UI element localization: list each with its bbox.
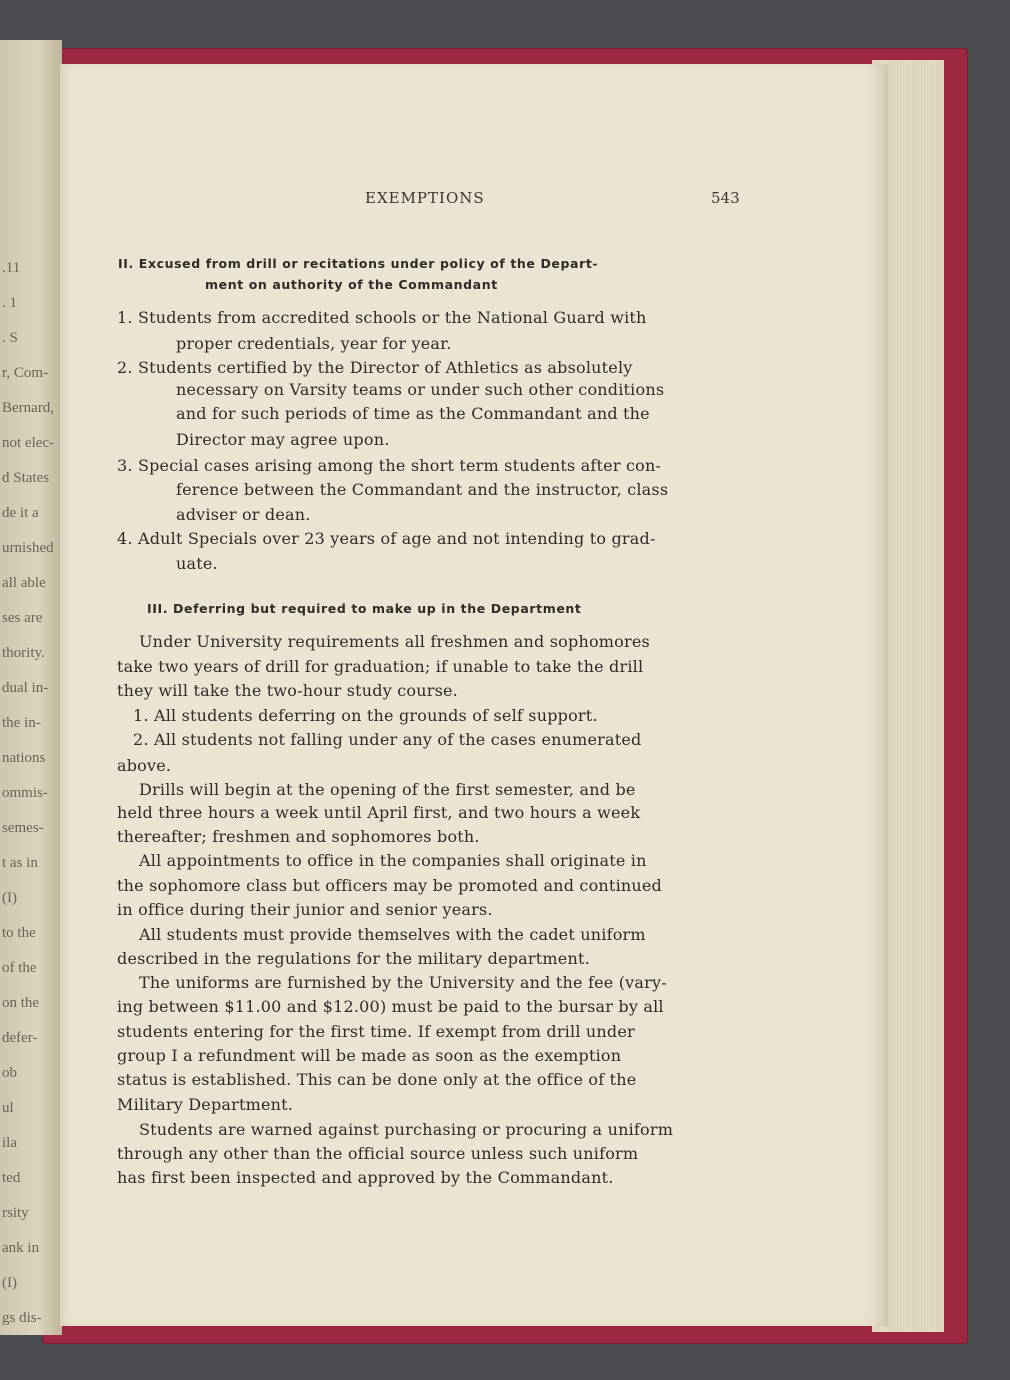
left-page-fragment: (I) [2,1275,17,1291]
left-page-fragment: (I) [2,890,17,906]
text-line: Students are warned against purchasing or procuring a uniform [139,1120,674,1139]
text-line: thereafter; freshmen and sophomores both. [117,827,480,846]
running-head: EXEMPTIONS [365,189,485,207]
text-line: group I a refundment will be made as soon as the exemption [117,1046,622,1065]
text-line: 1. All students deferring on the grounds of self support. [133,706,598,725]
left-page-fragment: not elec- [2,435,55,451]
text-line: described in the regulations for the military department. [117,949,590,968]
left-page-fragment: .11 [2,260,21,276]
left-page-fragment: semes- [2,820,44,836]
text-line: 4. Adult Specials over 23 years of age and not intending to grad- [117,529,656,548]
left-page-fragment: t as in [2,855,38,871]
text-line: has first been inspected and approved by the Commandant. [117,1168,614,1187]
text-line: held three hours a week until April first, and two hours a week [117,803,641,822]
text-line: through any other than the official source unless such uniform [117,1144,639,1163]
text-line: 2. Students certified by the Director of Athletics as absolutely [117,358,633,377]
left-page-fragment: ommis- [2,785,48,801]
left-page-fragment: of the [2,960,37,976]
left-page-fragment: all able [2,575,46,591]
text-line: necessary on Varsity teams or under such other conditions [176,380,665,399]
text-line: the sophomore class but officers may be promoted and continued [117,876,663,895]
text-line: The uniforms are furnished by the University and the fee (vary- [139,973,667,992]
left-page-fragment: nations [2,750,46,766]
text-line: ference between the Commandant and the instructor, class [176,480,669,499]
text-line: Under University requirements all freshmen and sophomores [139,632,650,651]
text-line: 2. All students not falling under any of the cases enumerated [133,730,642,749]
page-number: 543 [711,189,740,207]
left-page-fragment: defer- [2,1030,38,1046]
text-line: status is established. This can be done only at the office of the [117,1070,637,1089]
left-page-fragment: ila [2,1135,17,1151]
text-line: ing between $11.00 and $12.00) must be paid to the bursar by all [117,997,664,1016]
left-page-fragment: gs dis- [2,1310,42,1326]
left-page-fragment: ank in [2,1240,40,1256]
text-line: Military Department. [117,1095,294,1114]
left-page-fragment: d States [2,470,50,486]
left-page-fragment: . S [2,330,18,346]
text-line: All appointments to office in the companies shall originate in [139,851,647,870]
text-line: they will take the two-hour study course. [117,681,458,700]
section-heading: III. Deferring but required to make up in the Department [147,601,582,616]
text-line: proper credentials, year for year. [176,334,452,353]
text-line: above. [117,756,172,775]
left-page-fragment: ul [2,1100,14,1116]
text-line: in office during their junior and senior years. [117,900,493,919]
left-page-fragment: r, Com- [2,365,49,381]
left-page-fragment: dual in- [2,680,49,696]
text-line: All students must provide themselves with the cadet uniform [139,925,646,944]
text-line: 1. Students from accredited schools or the National Guard with [117,308,647,327]
left-page-fragment: ob [2,1065,17,1081]
section-heading: II. Excused from drill or recitations under policy of the Depart- [118,256,599,271]
left-page-fragment: de it a [2,505,39,521]
left-page-fragment: thority. [2,645,45,661]
text-line: and for such periods of time as the Commandant and the [176,404,650,423]
left-page-fragment: to the [2,925,36,941]
left-page-fragment: ses are [2,610,43,626]
left-page-edge [0,40,62,1335]
section-heading: ment on authority of the Commandant [205,277,498,292]
left-page-fragment: urnished [2,540,54,556]
text-line: take two years of drill for graduation; if unable to take the drill [117,657,644,676]
text-line: adviser or dean. [176,505,311,524]
left-page-fragment: . 1 [2,295,17,311]
left-page-fragment: on the [2,995,40,1011]
text-line: uate. [176,554,218,573]
text-line: Director may agree upon. [176,430,390,449]
text-line: 3. Special cases arising among the short term students after con- [117,456,662,475]
text-line: students entering for the first time. If exempt from drill under [117,1022,635,1041]
left-page-fragment: the in- [2,715,41,731]
left-page-fragment: rsity [2,1205,29,1221]
left-page-fragment: Bernard, [2,400,55,416]
text-line: Drills will begin at the opening of the first semester, and be [139,780,636,799]
left-page-fragment: ted [2,1170,21,1186]
